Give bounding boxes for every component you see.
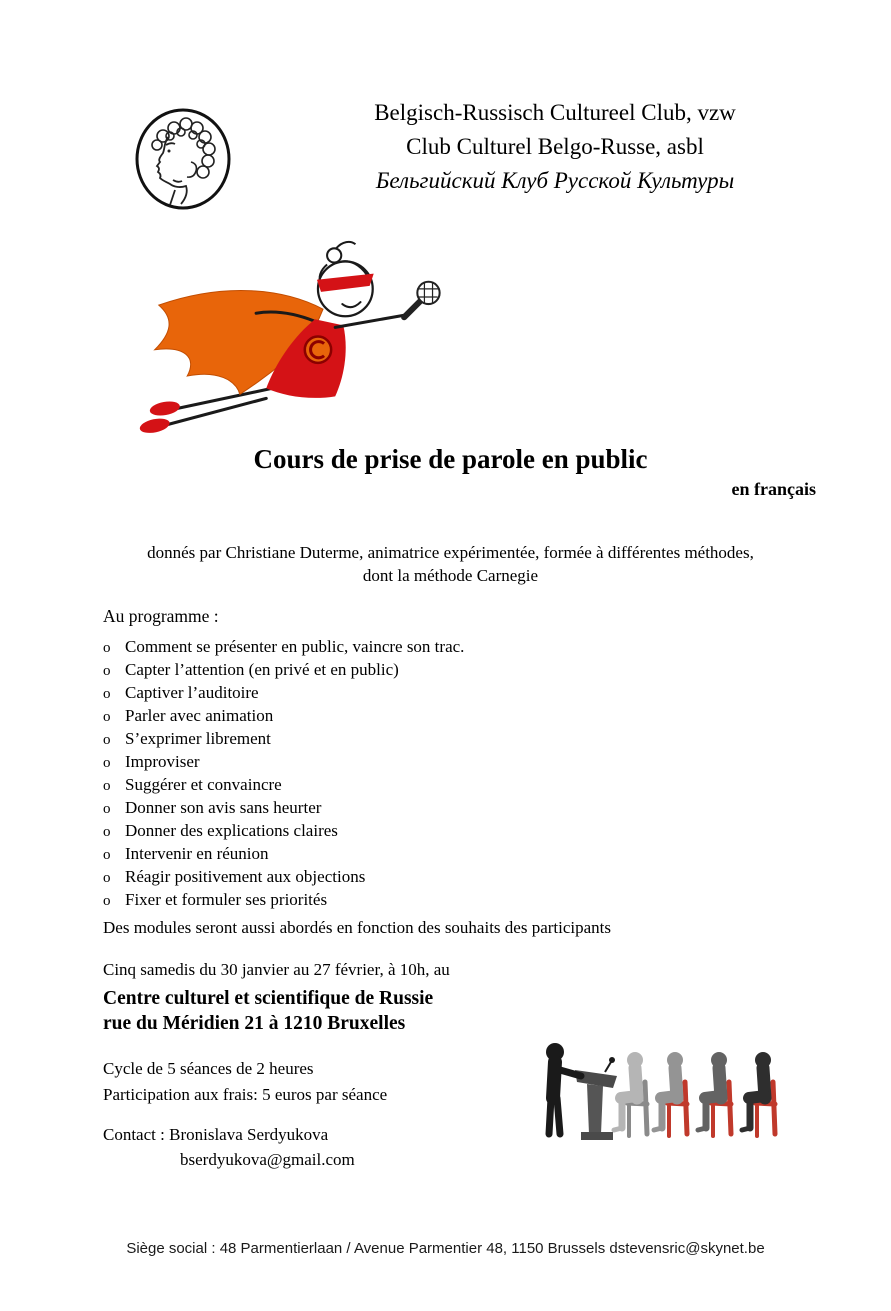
club-name-fr: Club Culturel Belgo-Russe, asbl	[406, 134, 704, 159]
club-name-nl: Belgisch-Russisch Cultureel Club, vzw	[374, 100, 736, 125]
trainer-intro-line2: dont la méthode Carnegie	[362, 566, 539, 585]
club-header	[240, 96, 870, 198]
bullet: o	[103, 847, 111, 863]
program-item-text: Comment se présenter en public, vaincre son trac.	[125, 637, 465, 656]
contact-section	[103, 1122, 355, 1172]
program-section	[103, 606, 803, 912]
program-item-text: Captiver l’auditoire	[125, 683, 259, 702]
logo-ring	[137, 110, 229, 208]
superwoman-illustration	[112, 226, 457, 444]
program-item	[103, 636, 803, 659]
schedule-dates: Cinq samedis du 30 janvier au 27 février, à 10h, au	[103, 960, 450, 979]
program-heading: Au programme :	[103, 606, 219, 626]
legs	[167, 388, 272, 425]
bullet: o	[103, 755, 111, 771]
trainer-intro	[10, 541, 891, 587]
program-item	[103, 820, 803, 843]
fee-info: Participation aux frais: 5 euros par séance	[103, 1085, 388, 1104]
bullet: o	[103, 778, 111, 794]
program-item-text: Improviser	[125, 752, 200, 771]
trainer-intro-line1: donnés par Christiane Duterme, animatrice expérimentée, formée à différentes méthodes,	[147, 543, 754, 562]
pushkin-logo	[133, 106, 233, 212]
program-list	[103, 636, 803, 912]
program-item-text: Intervenir en réunion	[125, 844, 269, 863]
program-item	[103, 705, 803, 728]
bullet: o	[103, 640, 111, 656]
language-note: en français	[731, 479, 816, 499]
bullet: o	[103, 686, 111, 702]
logo-eye	[168, 150, 171, 153]
details-section	[103, 1056, 387, 1108]
microphone	[404, 282, 439, 317]
superwoman-svg	[112, 226, 457, 444]
program-item-text: Fixer et formuler ses priorités	[125, 890, 328, 909]
bullet: o	[103, 824, 111, 840]
shoes	[138, 399, 181, 435]
club-name-ru: Бельгийский Клуб Русской Культуры	[375, 168, 735, 193]
pushkin-logo-svg	[133, 106, 233, 212]
audience-illustration	[523, 1036, 801, 1152]
schedule-section	[103, 960, 450, 1036]
cycle-info: Cycle de 5 séances de 2 heures	[103, 1059, 314, 1078]
program-item	[103, 659, 803, 682]
program-item	[103, 866, 803, 889]
audience-member-1	[614, 1052, 647, 1136]
program-item	[103, 728, 803, 751]
audience-member-4	[742, 1052, 775, 1136]
audience-member-3	[698, 1052, 731, 1136]
course-title: Cours de prise de parole en public	[253, 444, 648, 474]
program-item	[103, 843, 803, 866]
bullet: o	[103, 709, 111, 725]
program-item-text: S’exprimer librement	[125, 729, 271, 748]
chest-emblem	[305, 337, 331, 363]
audience-svg	[523, 1036, 801, 1152]
program-item	[103, 889, 803, 912]
program-item-text: Parler avec animation	[125, 706, 274, 725]
bullet: o	[103, 663, 111, 679]
program-item	[103, 682, 803, 705]
podium	[575, 1057, 617, 1140]
program-item-text: Suggérer et convaincre	[125, 775, 282, 794]
program-item-text: Capter l’attention (en privé et en public)	[125, 660, 399, 679]
program-item-text: Donner son avis sans heurter	[125, 798, 322, 817]
audience-member-2	[654, 1052, 687, 1136]
program-item	[103, 751, 803, 774]
program-item-text: Donner des explications claires	[125, 821, 338, 840]
venue-address: rue du Méridien 21 à 1210 Bruxelles	[103, 1013, 406, 1034]
bullet: o	[103, 732, 111, 748]
contact-name: Contact : Bronislava Serdyukova	[103, 1125, 329, 1144]
program-item-text: Réagir positivement aux objections	[125, 867, 366, 886]
speaker-silhouette	[546, 1043, 581, 1134]
bullet: o	[103, 870, 111, 886]
modules-note: Des modules seront aussi abordés en fonction des souhaits des participants	[103, 918, 612, 937]
footer-address: Siège social : 48 Parmentierlaan / Avenue Parmentier 48, 1150 Brussels dstevensric@skynet.be	[126, 1240, 765, 1257]
bullet: o	[103, 801, 111, 817]
program-item	[103, 774, 803, 797]
venue-name: Centre culturel et scientifique de Russie	[103, 988, 434, 1009]
contact-email: bserdyukova@gmail.com	[180, 1150, 355, 1169]
program-item	[103, 797, 803, 820]
bullet: o	[103, 893, 111, 909]
